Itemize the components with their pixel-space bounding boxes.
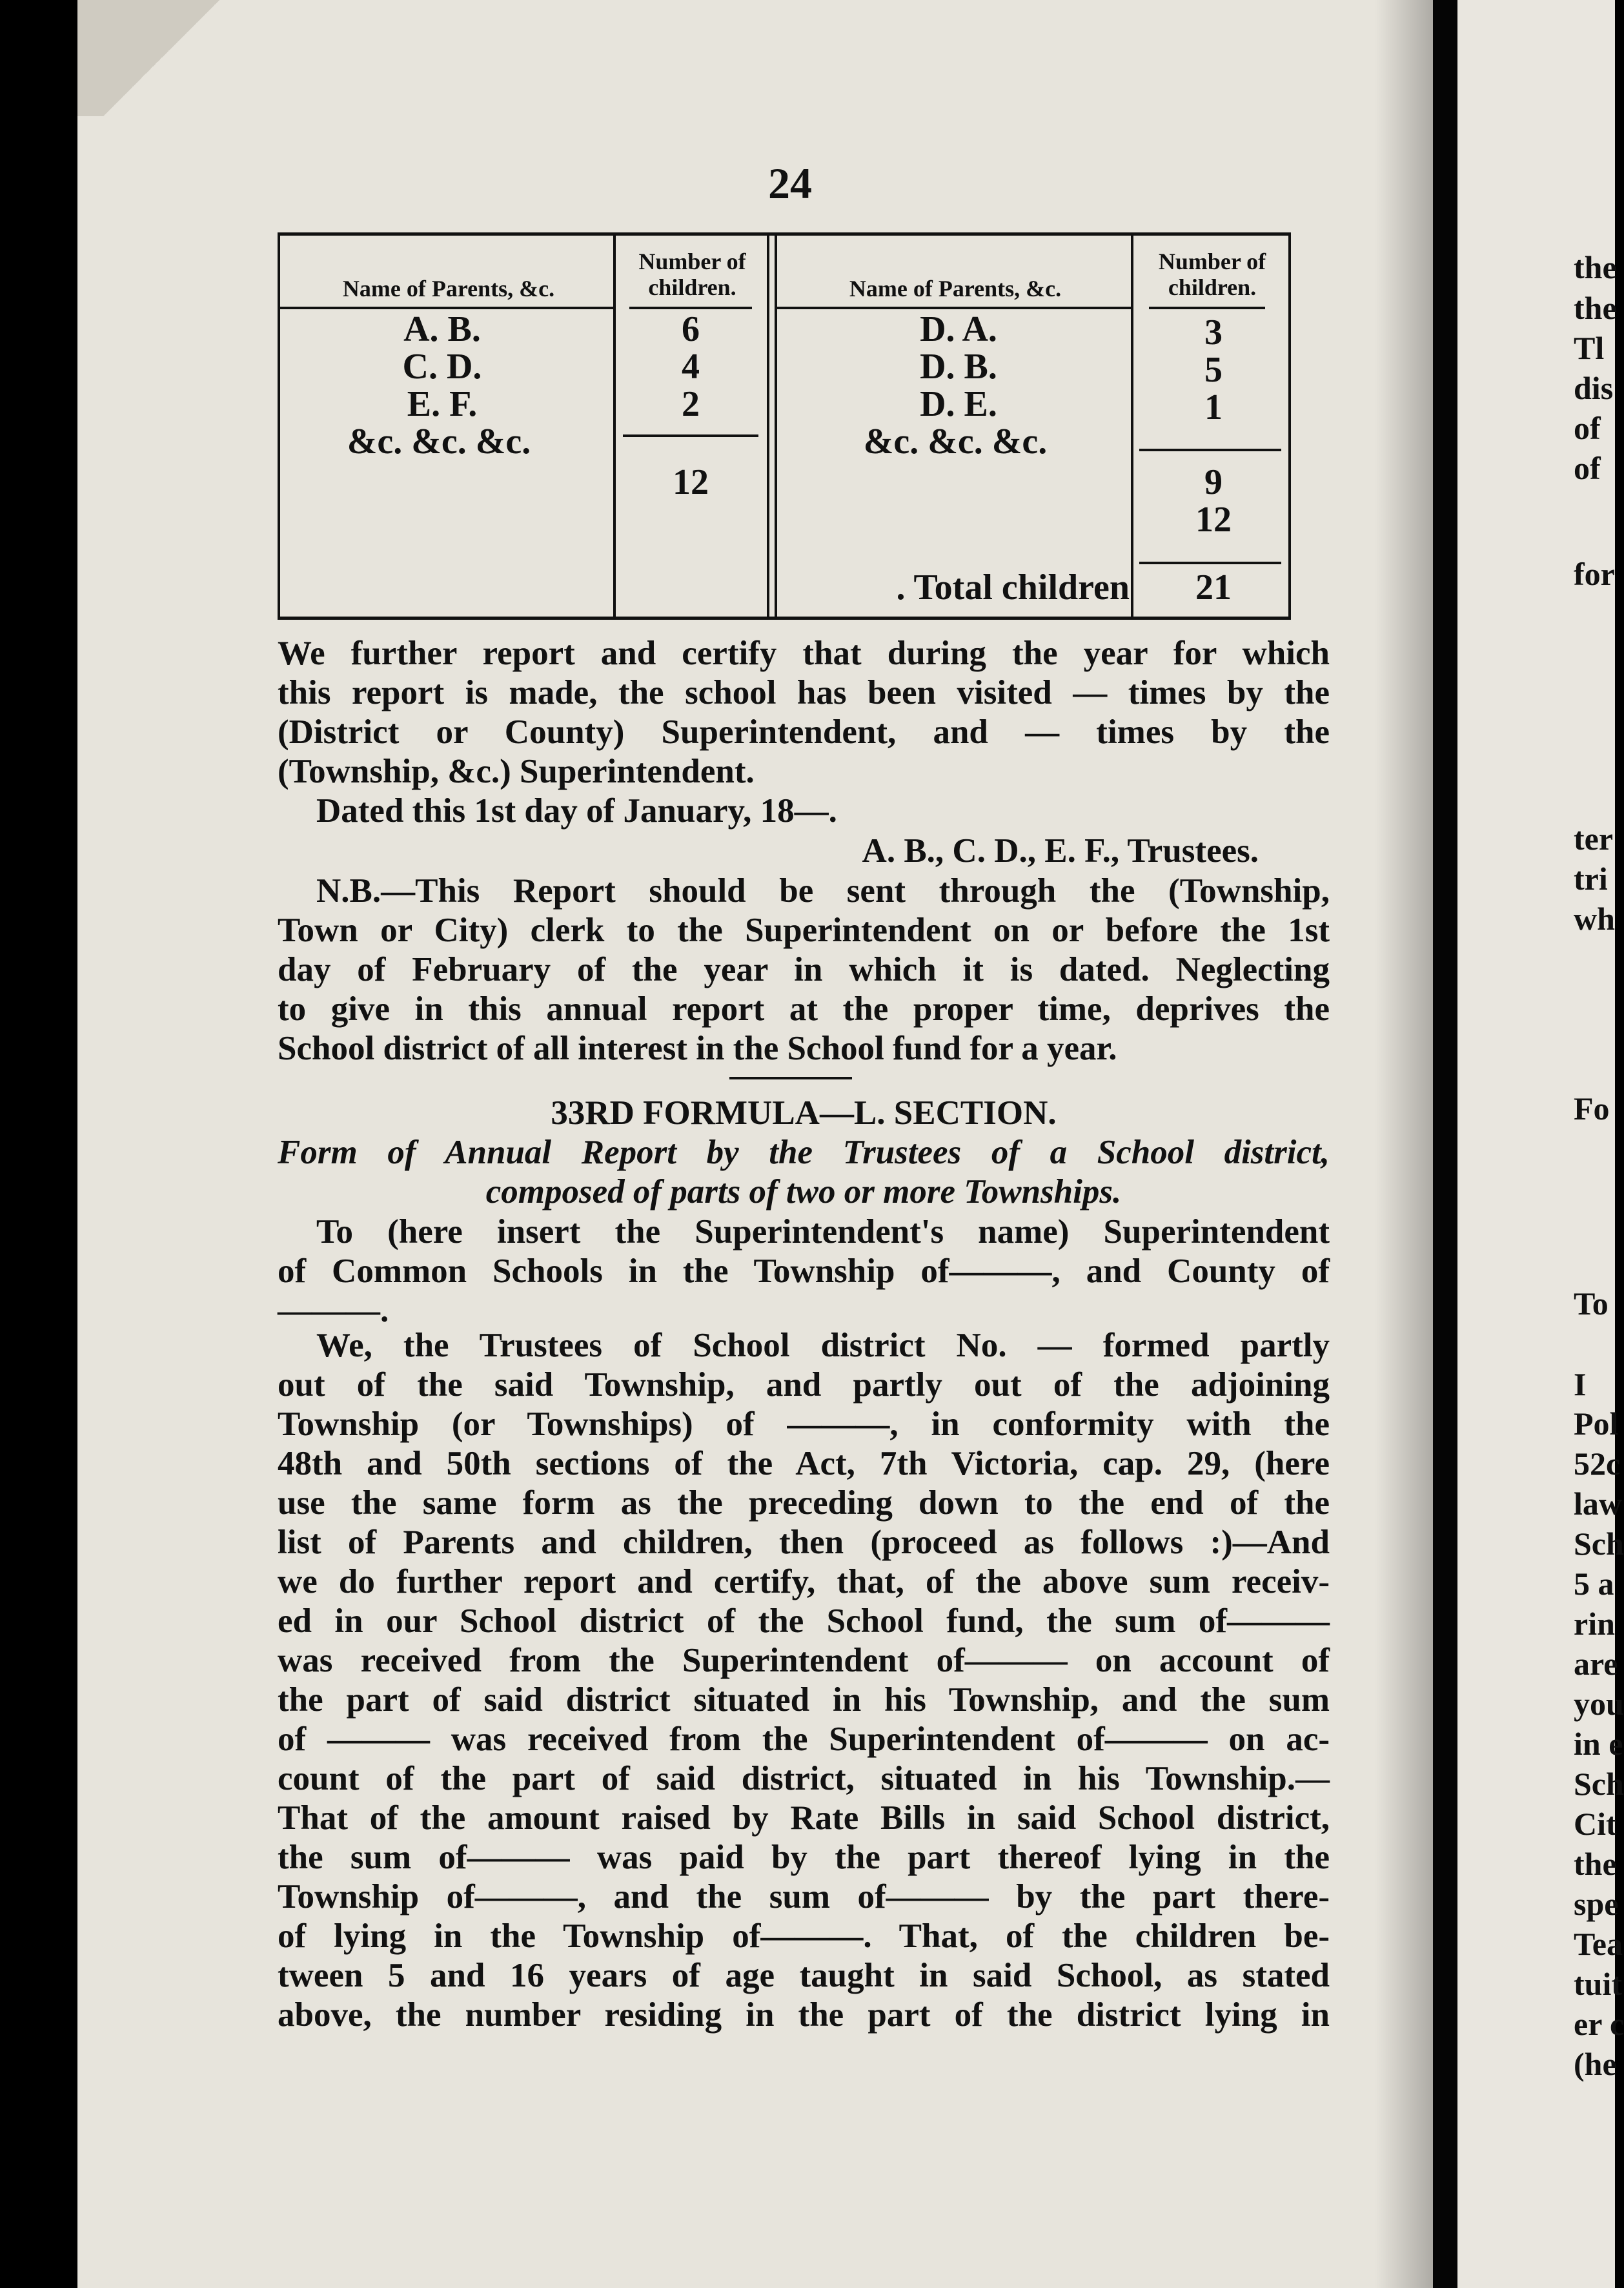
text-line: N.B.—This Report should be sent through the (Township, bbox=[316, 872, 1330, 910]
text-line: Town or City) clerk to the Superintendent on or before the 1st bbox=[278, 912, 1330, 949]
text-line: above, the number residing in the part of the district lying in bbox=[278, 1996, 1330, 2034]
next-page-text-fragment: are bbox=[1574, 1646, 1618, 1682]
next-page-text-fragment: the bbox=[1574, 249, 1617, 285]
next-page-text-fragment: tri bbox=[1574, 861, 1608, 897]
text-line: We, the Trustees of School district No. — formed partly bbox=[316, 1327, 1330, 1364]
text-line: use the same form as the preceding down to the end of the bbox=[278, 1484, 1330, 1522]
table-left-border bbox=[278, 236, 280, 617]
text-line: That of the amount raised by Rate Bills in said School district, bbox=[278, 1799, 1330, 1837]
child-count: 4 bbox=[682, 347, 700, 387]
header-rule bbox=[1149, 307, 1265, 309]
total-children-value: 21 bbox=[1195, 567, 1232, 608]
next-page-text-fragment: law bbox=[1574, 1486, 1622, 1522]
parent-name: D. E. bbox=[920, 384, 997, 424]
header-number-right: Number of children. bbox=[1158, 249, 1266, 300]
next-page-text-fragment: dis bbox=[1574, 370, 1614, 406]
address-paragraph bbox=[278, 1212, 1330, 1331]
text-line: (District or County) Superintendent, and — times by the bbox=[278, 713, 1330, 751]
child-total-left: 12 bbox=[673, 462, 709, 502]
text-line: count of the part of said district, situated in his Township.— bbox=[278, 1760, 1330, 1797]
next-page-text-fragment: Tl bbox=[1574, 330, 1605, 366]
parent-name: E. F. bbox=[407, 384, 478, 424]
page-corner-fold bbox=[77, 0, 245, 116]
text-line: ———. bbox=[278, 1292, 389, 1329]
text-line: out of the said Township, and partly out of the adjoining bbox=[278, 1366, 1330, 1404]
next-page-text-fragment: tuit bbox=[1574, 1966, 1622, 2002]
next-page-text-fragment: I bbox=[1574, 1366, 1587, 1402]
child-count: 6 bbox=[682, 309, 700, 349]
report-paragraph bbox=[278, 634, 1330, 792]
child-count: 1 bbox=[1204, 387, 1223, 427]
next-page-text-fragment: To bbox=[1574, 1285, 1609, 1322]
next-page-text-fragment: Pol bbox=[1574, 1405, 1619, 1442]
next-page-text-fragment: Fo bbox=[1574, 1090, 1610, 1127]
text-line: ed in our School district of the School fund, the sum of——— bbox=[278, 1602, 1330, 1640]
next-page-text-fragment: Sch bbox=[1574, 1766, 1624, 1802]
next-page-text-fragment: for bbox=[1574, 556, 1615, 592]
parents-children-table bbox=[278, 232, 1291, 620]
text-line: of ——— was received from the Superintendent of——— on ac- bbox=[278, 1721, 1330, 1758]
next-page-edge bbox=[1457, 0, 1624, 2288]
sum-rule bbox=[623, 434, 758, 437]
next-page-text-fragment: of bbox=[1574, 450, 1601, 486]
dated-line: Dated this 1st day of January, 18—. bbox=[316, 792, 837, 830]
text-line: School district of all interest in the School fund for a year. bbox=[278, 1030, 1117, 1067]
next-page-text-fragment: Sch bbox=[1574, 1526, 1624, 1562]
next-page-text-fragment: er c bbox=[1574, 2006, 1624, 2042]
next-page-text-fragment: Cit bbox=[1574, 1806, 1617, 1842]
text-line: tween 5 and 16 years of age taught in said School, as stated bbox=[278, 1957, 1330, 1994]
page-number: 24 bbox=[768, 159, 812, 208]
parent-name: D. A. bbox=[920, 309, 997, 349]
text-line: Township (or Townships) of ———, in conformity with the bbox=[278, 1405, 1330, 1443]
parent-name: A. B. bbox=[403, 309, 481, 349]
text-line: composed of parts of two or more Townships. bbox=[485, 1173, 1122, 1210]
book-gutter bbox=[1433, 0, 1457, 2288]
next-page-text-fragment: 5 a bbox=[1574, 1566, 1614, 1602]
table-right-border bbox=[1288, 236, 1291, 617]
header-name-right: Name of Parents, &c. bbox=[849, 276, 1062, 301]
form-title bbox=[278, 1133, 1330, 1212]
next-page-text-fragment: in e bbox=[1574, 1726, 1623, 1762]
page-fold-shadow bbox=[1375, 0, 1433, 2288]
text-line: of lying in the Township of———. That, of the children be- bbox=[278, 1917, 1330, 1955]
next-page-text-fragment: (he bbox=[1574, 2046, 1617, 2082]
sum-rule bbox=[1139, 449, 1281, 451]
text-line: the part of said district situated in his Township, and the sum bbox=[278, 1681, 1330, 1719]
text-line: to give in this annual report at the proper time, deprives the bbox=[278, 990, 1330, 1028]
text-line: To (here insert the Superintendent's name) Superintendent bbox=[316, 1213, 1330, 1251]
nb-paragraph bbox=[278, 872, 1330, 1068]
text-line: this report is made, the school has been visited — times by the bbox=[278, 674, 1330, 711]
child-count: 5 bbox=[1204, 350, 1223, 390]
formula-heading: 33RD FORMULA—L. SECTION. bbox=[551, 1094, 1057, 1132]
header-number-left: Number of children. bbox=[638, 249, 746, 300]
parent-name: &c. &c. &c. bbox=[863, 422, 1048, 462]
parent-name: C. D. bbox=[402, 347, 482, 387]
next-page-text-fragment: Tea bbox=[1574, 1926, 1623, 1962]
signature-line: A. B., C. D., E. F., Trustees. bbox=[862, 832, 1259, 870]
section-divider bbox=[729, 1077, 852, 1079]
next-page-text-fragment: wh bbox=[1574, 901, 1615, 937]
text-line: day of February of the year in which it is dated. Neglecting bbox=[278, 951, 1330, 988]
main-paragraph bbox=[278, 1326, 1330, 2035]
text-line: 48th and 50th sections of the Act, 7th Victoria, cap. 29, (here bbox=[278, 1445, 1330, 1482]
child-carried-right: 12 bbox=[1195, 500, 1232, 540]
parent-name: D. B. bbox=[920, 347, 997, 387]
child-count: 3 bbox=[1204, 312, 1223, 352]
header-name-left: Name of Parents, &c. bbox=[342, 276, 555, 301]
text-line: the sum of——— was paid by the part thereof lying in the bbox=[278, 1839, 1330, 1876]
total-children-label: . Total children bbox=[896, 567, 1130, 608]
next-page-text-fragment: the bbox=[1574, 290, 1617, 326]
sum-rule bbox=[1139, 562, 1281, 564]
text-line: Township of———, and the sum of——— by the part there- bbox=[278, 1878, 1330, 1915]
next-page-text-fragment: of bbox=[1574, 410, 1601, 446]
child-subtotal-right: 9 bbox=[1204, 462, 1223, 502]
table-col-divider bbox=[775, 236, 777, 617]
next-page-text-fragment: the bbox=[1574, 1846, 1617, 1882]
table-col-divider bbox=[1131, 236, 1133, 617]
next-page-text-fragment: ter bbox=[1574, 821, 1614, 857]
text-line: list of Parents and children, then (proceed as follows :)—And bbox=[278, 1524, 1330, 1561]
next-page-text-fragment: spe bbox=[1574, 1886, 1619, 1922]
text-line: we do further report and certify, that, of the above sum receiv- bbox=[278, 1563, 1330, 1600]
text-line: We further report and certify that during the year for which bbox=[278, 635, 1330, 672]
next-page-text-fragment: 52c bbox=[1574, 1445, 1621, 1482]
next-page-text-fragment: you bbox=[1574, 1686, 1624, 1722]
text-line: of Common Schools in the Township of———, and County of bbox=[278, 1252, 1330, 1290]
table-col-divider bbox=[613, 236, 616, 617]
text-line: (Township, &c.) Superintendent. bbox=[278, 753, 755, 790]
next-page-text-fragment: rin bbox=[1574, 1606, 1615, 1642]
child-count: 2 bbox=[682, 384, 700, 424]
text-line: Form of Annual Report by the Trustees of a School district, bbox=[278, 1134, 1330, 1171]
table-col-divider bbox=[767, 236, 769, 617]
parent-name: &c. &c. &c. bbox=[347, 422, 531, 462]
text-line: was received from the Superintendent of——— on account of bbox=[278, 1642, 1330, 1679]
